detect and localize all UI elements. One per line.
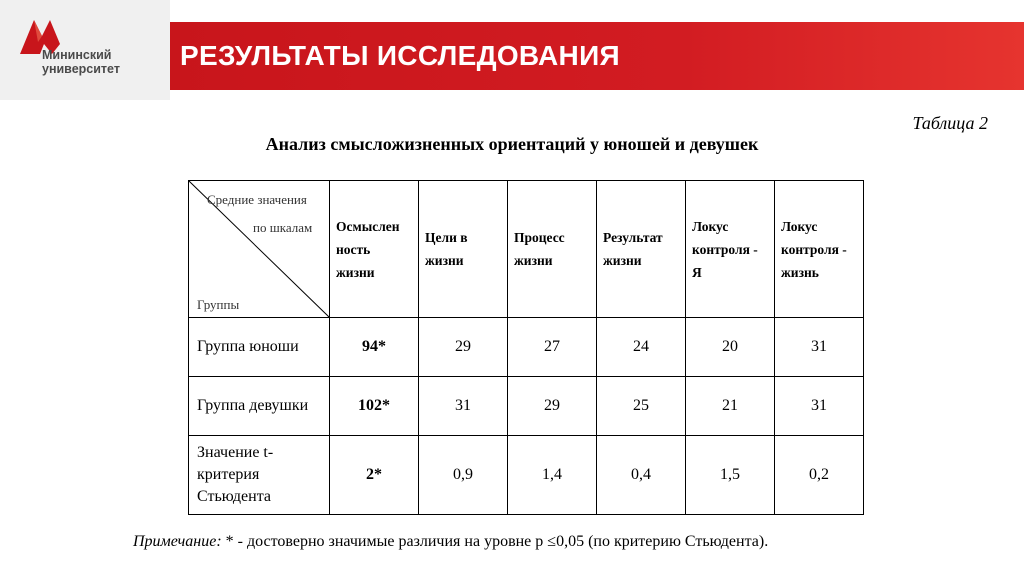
table-cell: 29 xyxy=(508,377,597,436)
table-row xyxy=(189,436,864,515)
logo-area xyxy=(0,0,170,100)
table-cell: 102* xyxy=(330,377,419,436)
row-label-line: критерия xyxy=(197,466,260,483)
column-header xyxy=(330,181,419,318)
page-title: РЕЗУЛЬТАТЫ ИССЛЕДОВАНИЯ xyxy=(180,40,620,71)
corner-cell xyxy=(189,181,330,318)
table-cell: 0,4 xyxy=(597,436,686,515)
column-header-line: контроля - xyxy=(781,241,847,257)
table-cell: 0,9 xyxy=(419,436,508,515)
row-label: Группа девушки xyxy=(189,377,330,436)
row-label-line: Стьюдента xyxy=(197,488,271,505)
row-label-line: Значение t- xyxy=(197,444,274,461)
table-cell: 0,2 xyxy=(775,436,864,515)
column-header-line: жизни xyxy=(425,253,464,268)
logo-line1: Мининский xyxy=(42,48,112,62)
table-cell: 1,5 xyxy=(686,436,775,515)
logo-text xyxy=(42,48,120,76)
corner-label-2: по шкалам xyxy=(253,220,313,235)
column-header xyxy=(775,181,864,318)
column-header xyxy=(419,181,508,318)
table-cell: 31 xyxy=(775,377,864,436)
row-label: Группа юноши xyxy=(189,318,330,377)
column-header-line: Процесс xyxy=(514,230,565,245)
column-header-line: жизни xyxy=(336,264,375,280)
table-cell: 31 xyxy=(775,318,864,377)
table-number-label: Таблица 2 xyxy=(912,113,988,133)
table-row xyxy=(189,377,864,436)
column-header-line: контроля - xyxy=(692,241,758,257)
column-header-line: Осмыслен xyxy=(336,218,400,234)
corner-label-1: Средние значения xyxy=(207,192,307,207)
column-header-line: жизнь xyxy=(781,264,819,280)
column-header xyxy=(686,181,775,318)
table-cell: 27 xyxy=(508,318,597,377)
column-header-line: жизни xyxy=(514,253,553,268)
table-cell: 2* xyxy=(330,436,419,515)
table-cell: 20 xyxy=(686,318,775,377)
footnote-label: Примечание: xyxy=(133,533,222,550)
table-cell: 1,4 xyxy=(508,436,597,515)
column-header-line: жизни xyxy=(603,253,642,268)
column-header-line: Цели в xyxy=(425,230,468,245)
table-cell: 25 xyxy=(597,377,686,436)
column-header-line: Результат xyxy=(603,230,663,245)
column-header-line: Локус xyxy=(692,218,729,234)
table-cell: 94* xyxy=(330,318,419,377)
footnote xyxy=(133,533,768,551)
table-caption: Анализ смысложизненных ориентаций у юношей и девушек xyxy=(265,134,759,154)
table-cell: 31 xyxy=(419,377,508,436)
corner-label-3: Группы xyxy=(197,297,240,312)
column-header-line: Я xyxy=(692,264,702,280)
table-row xyxy=(189,318,864,377)
results-table xyxy=(188,180,864,515)
header-bar xyxy=(170,22,1024,90)
column-header xyxy=(508,181,597,318)
table-cell: 29 xyxy=(419,318,508,377)
column-header-line: ность xyxy=(336,241,371,257)
logo-line2: университет xyxy=(42,62,120,76)
table-cell: 21 xyxy=(686,377,775,436)
row-label xyxy=(189,436,330,515)
table-header-row xyxy=(189,181,864,318)
table-cell: 24 xyxy=(597,318,686,377)
footnote-text: * - достоверно значимые различия на уровне р ≤0,05 (по критерию Стьюдента). xyxy=(221,533,769,550)
column-header-line: Локус xyxy=(781,218,818,234)
column-header xyxy=(597,181,686,318)
